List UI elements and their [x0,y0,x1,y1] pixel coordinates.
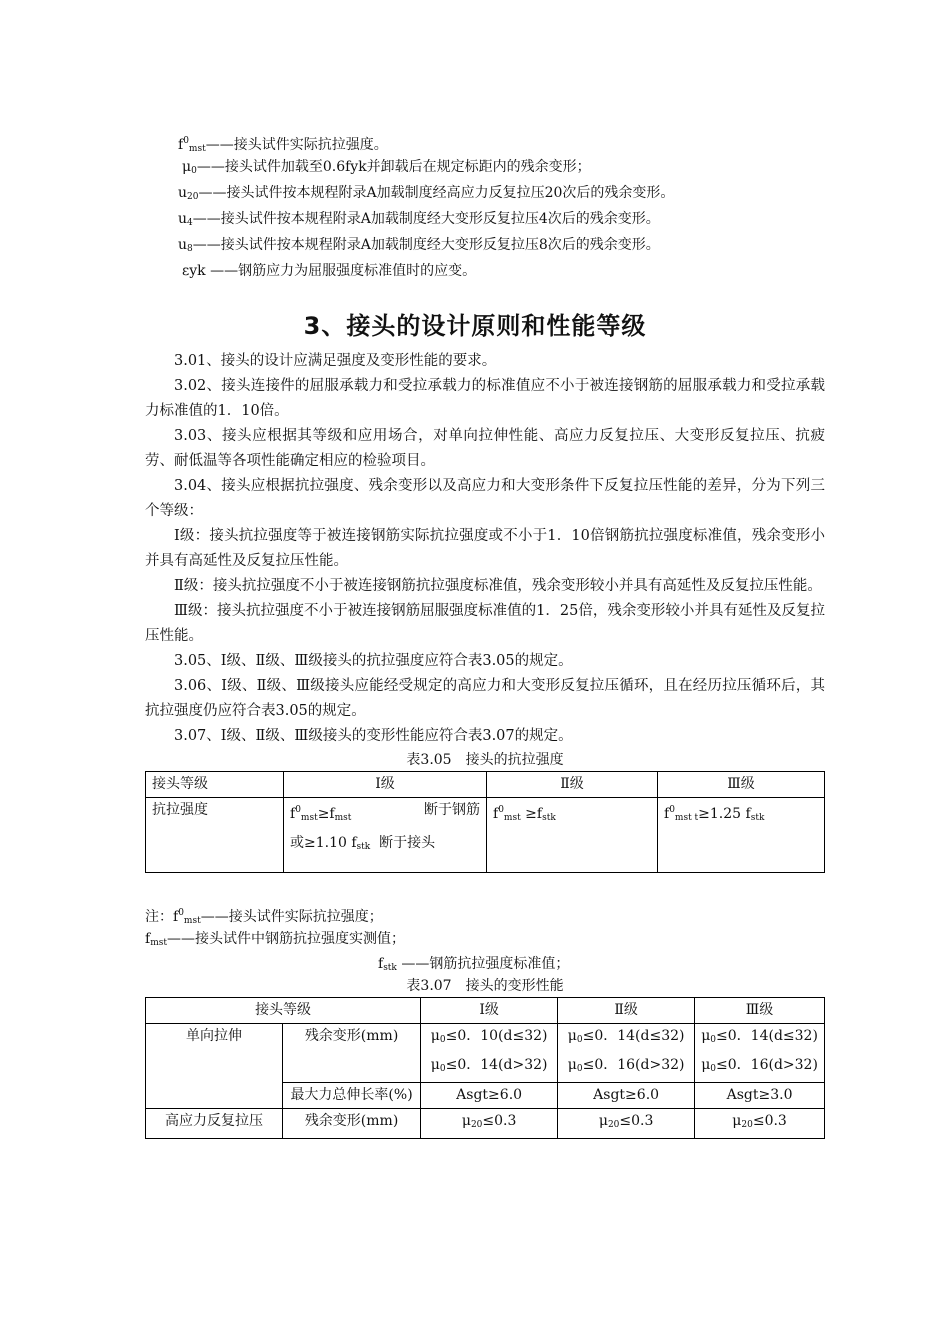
definition-line: $\mu_0——$接头试件加载至0.6fyk并卸载后在规定标距内的残余变形； [182,159,591,176]
paragraph: 3.01、接头的设计应满足强度及变形性能的要求。 [174,353,497,369]
header-cell: 接头等级 [146,772,284,798]
grade3-cell: $\mu_{20}\le 0.3$ [695,1109,825,1139]
grade2-cell: $\mu_{20}\le 0.3$ [558,1109,695,1139]
header-cell: Ⅱ级 [487,772,658,798]
definition-line: $f^0_{mst}——$接头试件实际抗拉强度。 [178,136,388,154]
paragraph: 3.06、Ⅰ级、Ⅱ级、Ⅲ级接头应能经受规定的高应力和大变形反复拉压循环，且在经历拉压循环后，其抗拉强度仍应符合表3.05的规定。 [145,678,825,719]
row-label: 单向拉伸 [146,1024,283,1109]
paragraph: 3.04、接头应根据抗拉强度、残余变形以及高应力和大变形条件下反复拉压性能的差异，分为下列三个等级： [145,478,825,519]
definition-line: εyk ——钢筋应力为屈服强度标准值时的应变。 [182,263,477,279]
paragraph: 3.05、Ⅰ级、Ⅱ级、Ⅲ级接头的抗拉强度应符合表3.05的规定。 [174,653,573,669]
table-note: 注：$f^0_{mst}——$接头试件实际抗拉强度； [145,908,383,926]
header-cell: 接头等级 [146,998,421,1024]
header-cell: Ⅰ级 [284,772,487,798]
symbol-definitions [178,128,878,284]
row-label: 抗拉强度 [146,798,284,873]
row-label: 高应力反复拉压 [146,1109,283,1139]
grade1-cell: $\mu_0\le 0$．10(d≤32) $\mu_0\le 0$．14(d>32) [421,1024,558,1083]
paragraph: 3.07、Ⅰ级、Ⅱ级、Ⅲ级接头的变形性能应符合表3.07的规定。 [174,728,573,744]
item-cell: 残余变形(mm) [283,1024,421,1083]
header-cell: Ⅰ级 [421,998,558,1024]
tensile-strength-table [145,771,825,873]
grade1-cell: Asgt≥6.0 [421,1083,558,1109]
paragraph: Ⅰ级：接头抗拉强度等于被连接钢筋实际抗拉强度或不小于1．10倍钢筋抗拉强度标准值，残余变形小并具有高延性及反复拉压性能。 [145,528,825,569]
grade3-cell: $\mu_0\le 0$．14(d≤32) $\mu_0\le 0$．16(d>32) [695,1024,825,1083]
header-cell: Ⅲ级 [658,772,825,798]
grade1-cell: $\mu_{20}\le 0.3$ [421,1109,558,1139]
table-caption: 表3.05 接头的抗拉强度 [406,752,564,768]
grade2-cell: $f^0_{mst} \ge f_{stk}$ [487,798,658,873]
paragraph: 3.02、接头连接件的屈服承载力和受拉承载力的标准值应不小于被连接钢筋的屈服承载力和受拉承载力标准值的1．10倍。 [145,378,825,419]
header-cell: Ⅲ级 [695,998,825,1024]
header-cell: Ⅱ级 [558,998,695,1024]
paragraph: Ⅱ级：接头抗拉强度不小于被连接钢筋抗拉强度标准值，残余变形较小并具有高延性及反复拉压性能。 [174,578,822,594]
item-cell: 残余变形(mm) [283,1109,421,1139]
table-note: $f_{mst}——$接头试件中钢筋抗拉强度实测值； [145,931,405,948]
body-text [145,349,825,873]
grade3-cell: Asgt≥3.0 [695,1083,825,1109]
table-caption: 表3.07 接头的变形性能 [406,978,564,994]
definition-line: $u_{20}——$接头试件按本规程附录A加载制度经高应力反复拉压20次后的残余变形。 [178,185,675,202]
section-title: 3、接头的设计原则和性能等级 [303,312,647,340]
grade3-cell: $f^0_{mst t}\ge 1.25$ $f_{stk}$ [658,798,825,873]
deformation-table-wrap [145,975,825,1139]
table-note: $f_{stk}$ ——钢筋抗拉强度标准值； [378,956,570,973]
deformation-table [145,997,825,1139]
paragraph: 3.03、接头应根据其等级和应用场合，对单向拉伸性能、高应力反复拉压、大变形反复拉压、抗疲劳、耐低温等各项性能确定相应的检验项目。 [145,428,825,469]
grade1-cell: $f^0_{mst}\ge f_{mst}$ 断于钢筋 或≥1.10 $f_{stk}$ 断于接头 [284,798,487,873]
item-cell: 最大力总伸长率(%) [283,1083,421,1109]
definition-line: $u_4——$接头试件按本规程附录A加载制度经大变形反复拉压4次后的残余变形。 [178,211,660,228]
grade2-cell: Asgt≥6.0 [558,1083,695,1109]
grade2-cell: $\mu_0\le 0$．14(d≤32) $\mu_0\le 0$．16(d>32) [558,1024,695,1083]
definition-line: $u_8——$接头试件按本规程附录A加载制度经大变形反复拉压8次后的残余变形。 [178,237,660,254]
paragraph: Ⅲ级：接头抗拉强度不小于被连接钢筋屈服强度标准值的1．25倍，残余变形较小并具有延性及反复拉压性能。 [145,603,825,644]
